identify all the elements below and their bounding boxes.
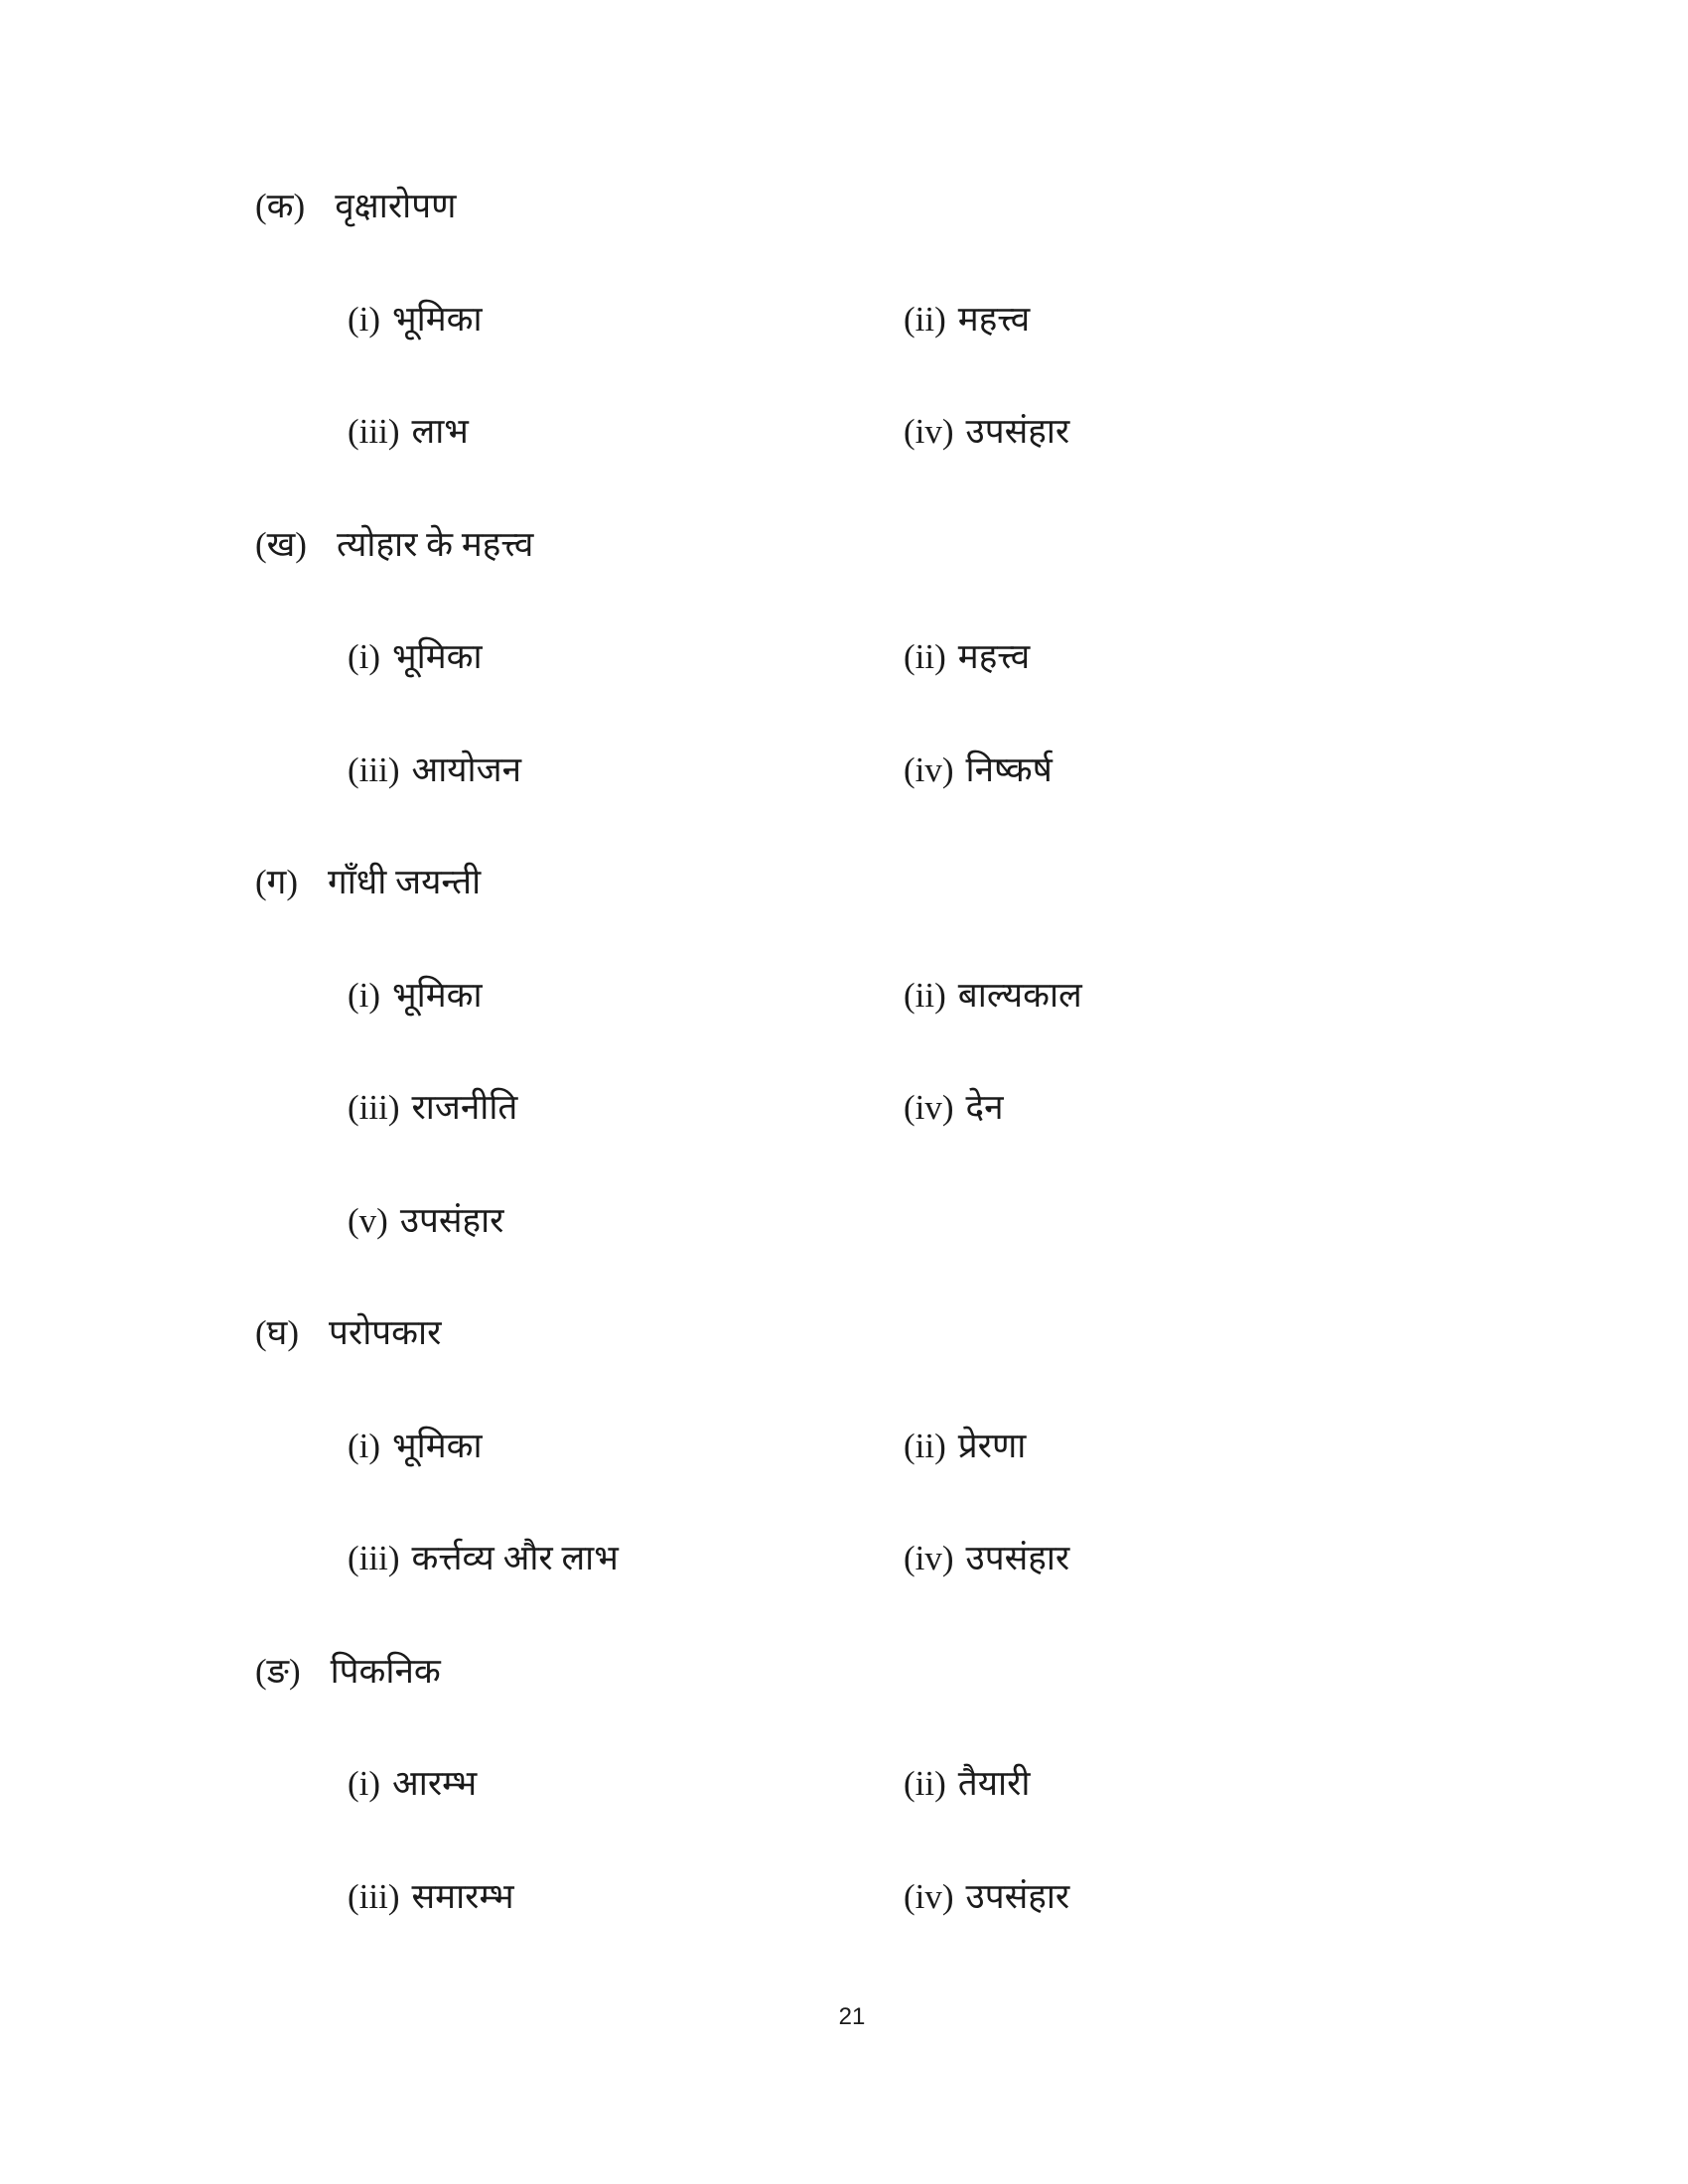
section-heading-text: गाँधी जयन्ती xyxy=(328,863,482,901)
outline-point xyxy=(904,1537,1069,1580)
outline-point xyxy=(904,974,1082,1018)
outline-point xyxy=(348,635,483,679)
section-heading xyxy=(255,185,456,228)
outline-point xyxy=(348,749,521,792)
outline-point-marker: (i) xyxy=(348,637,381,676)
outline-point xyxy=(348,1425,483,1468)
outline-point-text: भूमिका xyxy=(392,1426,483,1465)
outline-point-marker: (iii) xyxy=(348,1539,400,1577)
outline-point xyxy=(348,974,483,1018)
section-heading xyxy=(255,1650,441,1694)
outline-point-marker: (iii) xyxy=(348,412,400,451)
outline-point-marker: (ii) xyxy=(904,1426,946,1465)
outline-point-text: भूमिका xyxy=(392,299,483,339)
outline-point xyxy=(348,1875,514,1919)
outline-point-text: राजनीति xyxy=(411,1088,518,1127)
outline-point xyxy=(348,410,469,454)
outline-point-marker: (i) xyxy=(348,299,381,339)
outline-point xyxy=(904,749,1053,792)
outline-point xyxy=(904,635,1030,679)
outline-point-text: प्रेरणा xyxy=(957,1426,1027,1465)
outline-point-text: निष्कर्ष xyxy=(965,750,1053,789)
outline-point-marker: (v) xyxy=(348,1200,388,1240)
outline-point-text: भूमिका xyxy=(392,637,483,676)
outline-point-text: लाभ xyxy=(411,412,469,451)
section-heading-text: परोपकार xyxy=(329,1313,442,1352)
outline-point-marker: (iii) xyxy=(348,1876,400,1916)
section-heading xyxy=(255,1311,441,1355)
outline-point-text: उपसंहार xyxy=(965,412,1070,451)
outline-point-text: तैयारी xyxy=(957,1764,1031,1803)
outline-point-marker: (i) xyxy=(348,975,381,1015)
outline-point-text: देन xyxy=(965,1088,1004,1127)
outline-point-text: समारम्भ xyxy=(411,1876,514,1916)
section-heading-marker: (ङ) xyxy=(255,1651,301,1691)
outline-point-marker: (iii) xyxy=(348,750,400,789)
outline-point xyxy=(904,1086,1004,1130)
outline-point xyxy=(904,298,1030,341)
outline-point-text: उपसंहार xyxy=(399,1200,504,1240)
outline-point-text: आरम्भ xyxy=(392,1764,478,1803)
outline-point-marker: (i) xyxy=(348,1426,381,1465)
outline-point-text: बाल्यकाल xyxy=(957,975,1082,1015)
outline-point xyxy=(348,1762,477,1806)
outline-point-marker: (ii) xyxy=(904,637,946,676)
section-heading-marker: (क) xyxy=(255,187,306,225)
outline-point-text: भूमिका xyxy=(392,975,483,1015)
outline-point xyxy=(348,1537,619,1580)
outline-point-text: महत्त्व xyxy=(957,299,1031,339)
outline-point-text: उपसंहार xyxy=(965,1539,1070,1577)
outline-point-marker: (iii) xyxy=(348,1088,400,1127)
page-number: 21 xyxy=(838,2003,866,2030)
section-heading xyxy=(255,861,481,904)
outline-point-marker: (iv) xyxy=(904,412,954,451)
outline-point xyxy=(904,1875,1069,1919)
outline-point-text: उपसंहार xyxy=(965,1876,1070,1916)
section-heading xyxy=(255,523,533,567)
outline-point xyxy=(348,298,483,341)
outline-point-marker: (i) xyxy=(348,1764,381,1803)
outline-point xyxy=(904,410,1069,454)
section-heading-marker: (ख) xyxy=(255,524,307,564)
outline-point-marker: (iv) xyxy=(904,1876,954,1916)
section-heading-text: त्योहार के महत्त्व xyxy=(336,524,534,564)
outline-point-text: आयोजन xyxy=(411,750,522,789)
outline-point xyxy=(348,1086,517,1130)
section-heading-marker: (घ) xyxy=(255,1313,299,1352)
outline-point-marker: (ii) xyxy=(904,975,946,1015)
outline-point-text: महत्त्व xyxy=(957,637,1031,676)
outline-point xyxy=(348,1199,504,1243)
outline-point-marker: (iv) xyxy=(904,750,954,789)
outline-point-marker: (ii) xyxy=(904,299,946,339)
section-heading-marker: (ग) xyxy=(255,863,299,901)
outline-point xyxy=(904,1425,1026,1468)
outline-point-marker: (ii) xyxy=(904,1764,946,1803)
outline-point-marker: (iv) xyxy=(904,1088,954,1127)
section-heading-text: पिकनिक xyxy=(330,1651,441,1691)
section-heading-text: वृक्षारोपण xyxy=(335,187,457,225)
outline-point-marker: (iv) xyxy=(904,1539,954,1577)
outline-point xyxy=(904,1762,1030,1806)
outline-point-text: कर्त्तव्य और लाभ xyxy=(411,1539,619,1577)
